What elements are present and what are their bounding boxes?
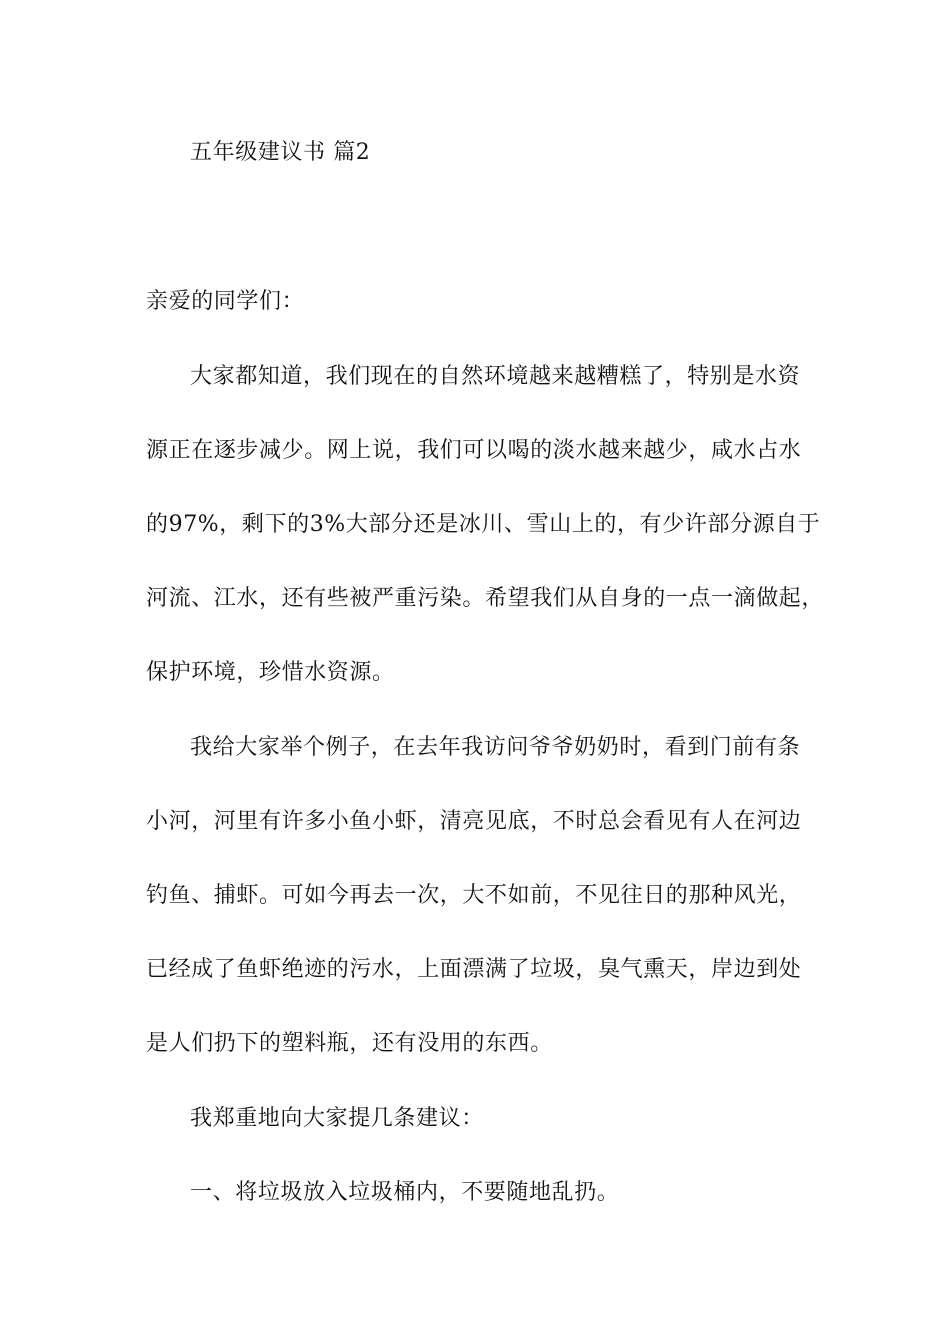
paragraph-2-line-3: 钓鱼、捕虾。可如今再去一次，大不如前，不见往日的那种风光， — [146, 883, 802, 908]
paragraph-1-line-1: 大家都知道，我们现在的自然环境越来越糟糕了，特别是水资 — [190, 364, 801, 389]
paragraph-1-line-4: 河流、江水，还有些被严重污染。希望我们从自身的一点一滴做起， — [146, 586, 825, 611]
paragraph-1-line-5: 保护环境，珍惜水资源。 — [146, 660, 395, 685]
paragraph-2-line-4: 已经成了鱼虾绝迹的污水，上面漂满了垃圾，臭气熏天，岸边到处 — [146, 957, 802, 982]
paragraph-1-line-2: 源正在逐步减少。网上说，我们可以喝的淡水越来越少，咸水占水 — [146, 438, 802, 463]
suggestion-item-1: 一、将垃圾放入垃圾桶内，不要随地乱扔。 — [190, 1180, 620, 1205]
suggestion-intro: 我郑重地向大家提几条建议： — [190, 1106, 484, 1131]
paragraph-1-line-3: 的97%，剩下的3%大部分还是冰川、雪山上的，有少许部分源自于 — [146, 512, 821, 537]
document-title: 五年级建议书 篇2 — [190, 140, 371, 165]
paragraph-2-line-5: 是人们扔下的塑料瓶，还有没用的东西。 — [146, 1031, 553, 1056]
paragraph-2-line-2: 小河，河里有许多小鱼小虾，清亮见底，不时总会看见有人在河边 — [146, 809, 802, 834]
salutation: 亲爱的同学们： — [146, 289, 305, 314]
paragraph-2-line-1: 我给大家举个例子，在去年我访问爷爷奶奶时，看到门前有条 — [190, 735, 801, 760]
